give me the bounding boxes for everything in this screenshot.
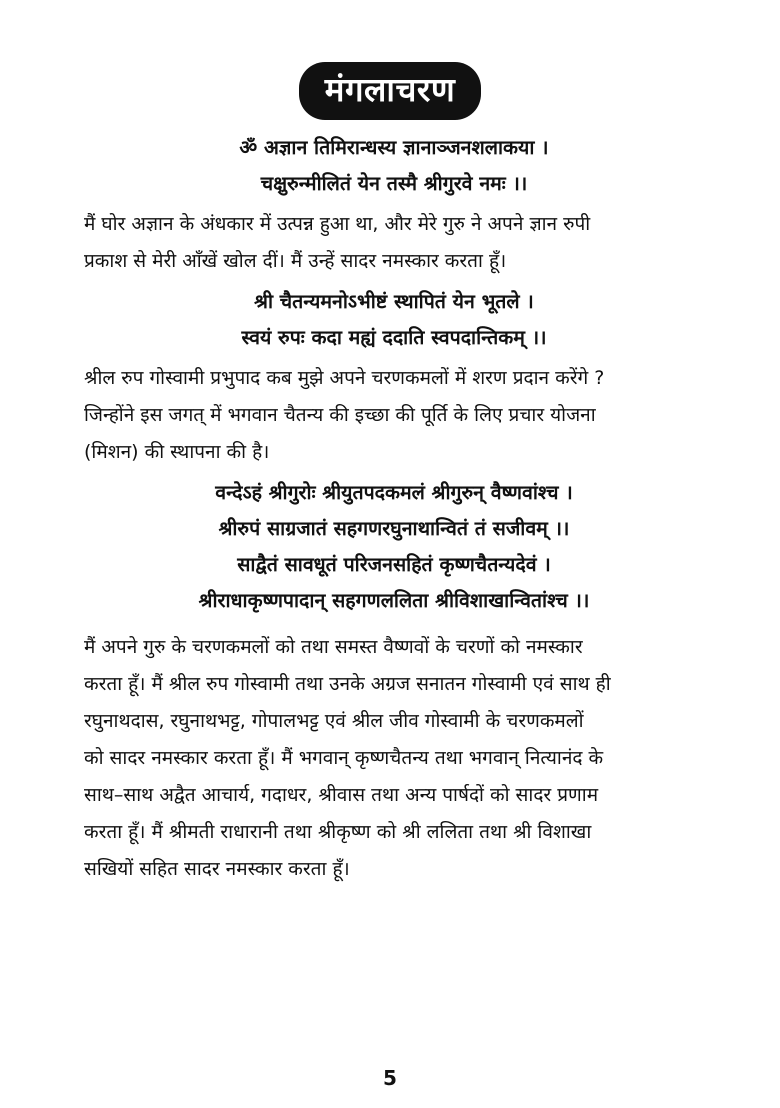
paragraph-line: श्रील रुप गोस्वामी प्रभुपाद कब मुझे अपने चरणकमलों में शरण प्रदान करेंगे ? [84,367,605,389]
verse-line: स्वयं रुपः कदा मह्यं ददाति स्वपदान्तिकम् ।। [241,326,547,349]
paragraph-line: को सादर नमस्कार करता हूँ। मैं भगवान् कृष्णचैतन्य तथा भगवान् नित्यानंद के [84,747,604,769]
verse-block-1 [84,130,704,202]
paragraph-3 [84,629,704,888]
paragraph-line: करता हूँ। मैं श्रीमती राधारानी तथा श्रीकृष्ण को श्री ललिता तथा श्री विशाखा [84,821,592,843]
verse-line: साद्वैतं सावधूतं परिजनसहितं कृष्णचैतन्यदेवं । [237,553,551,576]
paragraph-line: सखियों सहित सादर नमस्कार करता हूँ। [84,858,350,880]
content-body [84,130,704,888]
verse-block-2 [84,284,704,356]
paragraph-line: साथ–साथ अद्वैत आचार्य, गदाधर, श्रीवास तथा अन्य पार्षदों को सादर प्रणाम [84,784,599,806]
paragraph-line: रघुनाथदास, रघुनाथभट्ट, गोपालभट्ट एवं श्रील जीव गोस्वामी के चरणकमलों [84,710,584,732]
paragraph-line: प्रकाश से मेरी आँखें खोल दीं। मैं उन्हें सादर नमस्कार करता हूँ। [84,250,507,272]
verse-line: चक्षुरुन्मीलितं येन तस्मै श्रीगुरवे नमः ।। [260,172,528,195]
paragraph-line: (मिशन) की स्थापना की है। [84,441,270,463]
verse-line: श्रीराधाकृष्णपादान् सहगणललिता श्रीविशाखान्वितांश्च ।। [198,589,590,612]
verse-block-3 [84,475,704,619]
page-number: 5 [383,1066,397,1090]
paragraph-line: जिन्होंने इस जगत् में भगवान चैतन्य की इच्छा की पूर्ति के लिए प्रचार योजना [84,404,596,426]
paragraph-line: मैं घोर अज्ञान के अंधकार में उत्पन्न हुआ था, और मेरे गुरु ने अपने ज्ञान रुपी [84,213,591,235]
paragraph-line: मैं अपने गुरु के चरणकमलों को तथा समस्त वैष्णवों के चरणों को नमस्कार [84,636,583,658]
verse-line: ॐ अज्ञान तिमिरान्धस्य ज्ञानाञ्जनशलाकया । [239,136,549,159]
paragraph-2 [84,360,704,471]
verse-line: वन्देऽहं श्रीगुरोः श्रीयुतपदकमलं श्रीगुरुन् वैष्णवांश्च । [215,481,573,504]
paragraph-line: करता हूँ। मैं श्रील रुप गोस्वामी तथा उनके अग्रज सनातन गोस्वामी एवं साथ ही [84,673,611,695]
verse-line: श्री चैतन्यमनोऽभीष्टं स्थापितं येन भूतले । [254,290,534,313]
paragraph-1 [84,206,704,280]
title-container [0,62,780,120]
page-title: मंगलाचरण [299,62,482,120]
verse-line: श्रीरुपं साग्रजातं सहगणरघुनाथान्वितं तं सजीवम् ।। [218,517,570,540]
